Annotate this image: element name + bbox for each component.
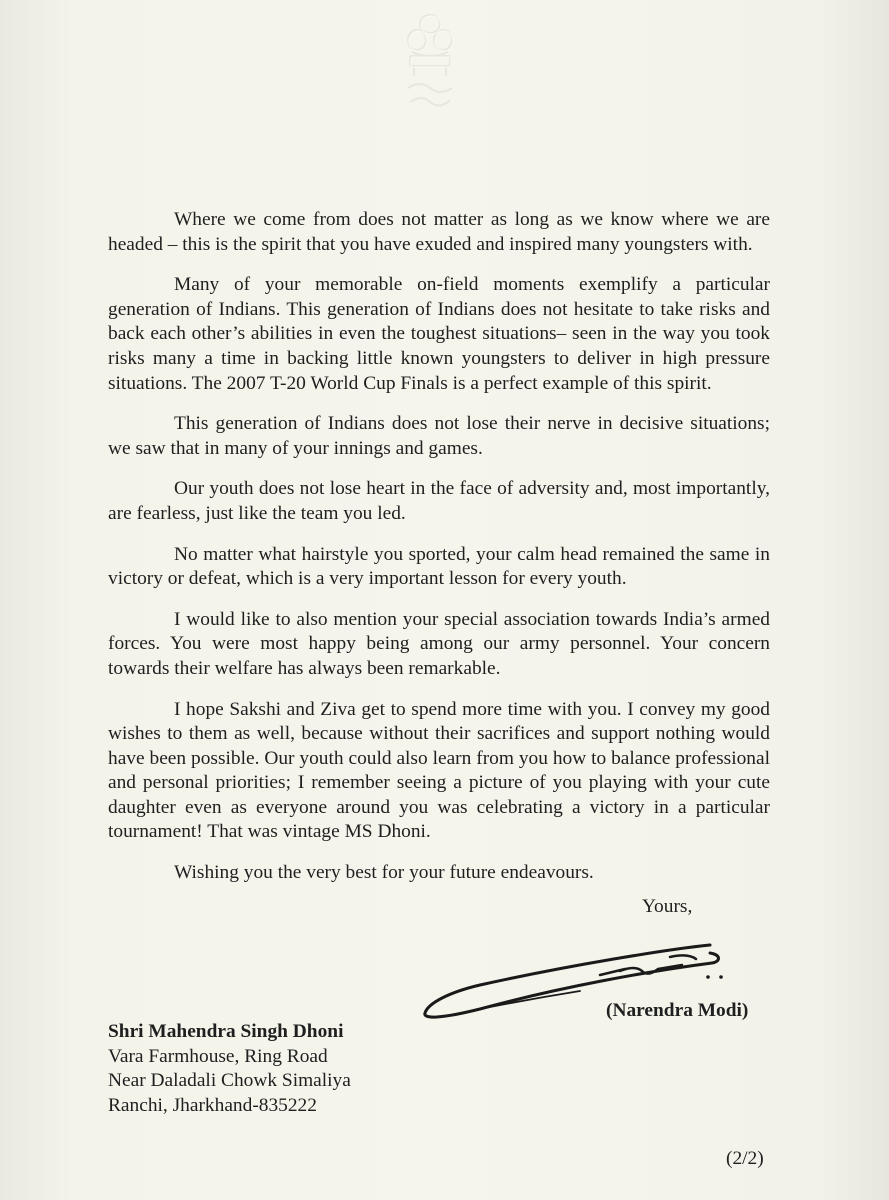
paragraph: Our youth does not lose heart in the face of adversity and, most importantly, are fearless, just like the team you led. bbox=[108, 478, 770, 524]
recipient-name: Shri Mahendra Singh Dhoni bbox=[108, 1021, 344, 1042]
address-line: Vara Farmhouse, Ring Road bbox=[108, 1045, 328, 1067]
paragraph: This generation of Indians does not lose their nerve in decisive situations; we saw that in many of your innings and games. bbox=[108, 413, 770, 459]
address-line: Near Daladali Chowk Simaliya bbox=[108, 1070, 351, 1092]
recipient-address bbox=[108, 1020, 351, 1118]
page-number: (2/2) bbox=[726, 1148, 764, 1169]
paragraph: I hope Sakshi and Ziva get to spend more time with you. I convey my good wishes to them as well, because without their sacrifices and support nothing would have been possible. Our youth could also learn from you how to balance professional and personal priorities; I remember seeing a picture of you playing with your cute daughter even as everyone around you was celebrating a victory in a particular tournament! That was vintage MS Dhoni. bbox=[108, 698, 770, 843]
paragraph: No matter what hairstyle you sported, your calm head remained the same in victory or defeat, which is a very important lesson for every youth. bbox=[108, 543, 770, 590]
paragraph: I would like to also mention your special association towards India’s armed forces. You were most happy being among our army personnel. Your concern towards their welfare has always been remarkable. bbox=[108, 608, 770, 679]
paragraph: Many of your memorable on-field moments exemplify a particular generation of Indians. This generation of Indians does not hesitate to take risks and back each other’s abilities in even the toughest situations– seen in the way you took risks many a time in backing little known youngsters to deliver in high pressure situations. The 2007 T-20 World Cup Finals is a perfect example of this spirit. bbox=[108, 274, 770, 394]
letter-body bbox=[108, 208, 770, 902]
paragraph: Wishing you the very best for your future endeavours. bbox=[174, 862, 594, 884]
paragraph: Where we come from does not matter as long as we know where we are headed – this is the spirit that you have exuded and inspired many youngsters with. bbox=[108, 209, 770, 255]
closing-salutation: Yours, bbox=[642, 896, 693, 917]
state-emblem-icon bbox=[400, 10, 460, 118]
signer-name: (Narendra Modi) bbox=[606, 1000, 749, 1021]
address-line: Ranchi, Jharkhand-835222 bbox=[108, 1094, 317, 1116]
